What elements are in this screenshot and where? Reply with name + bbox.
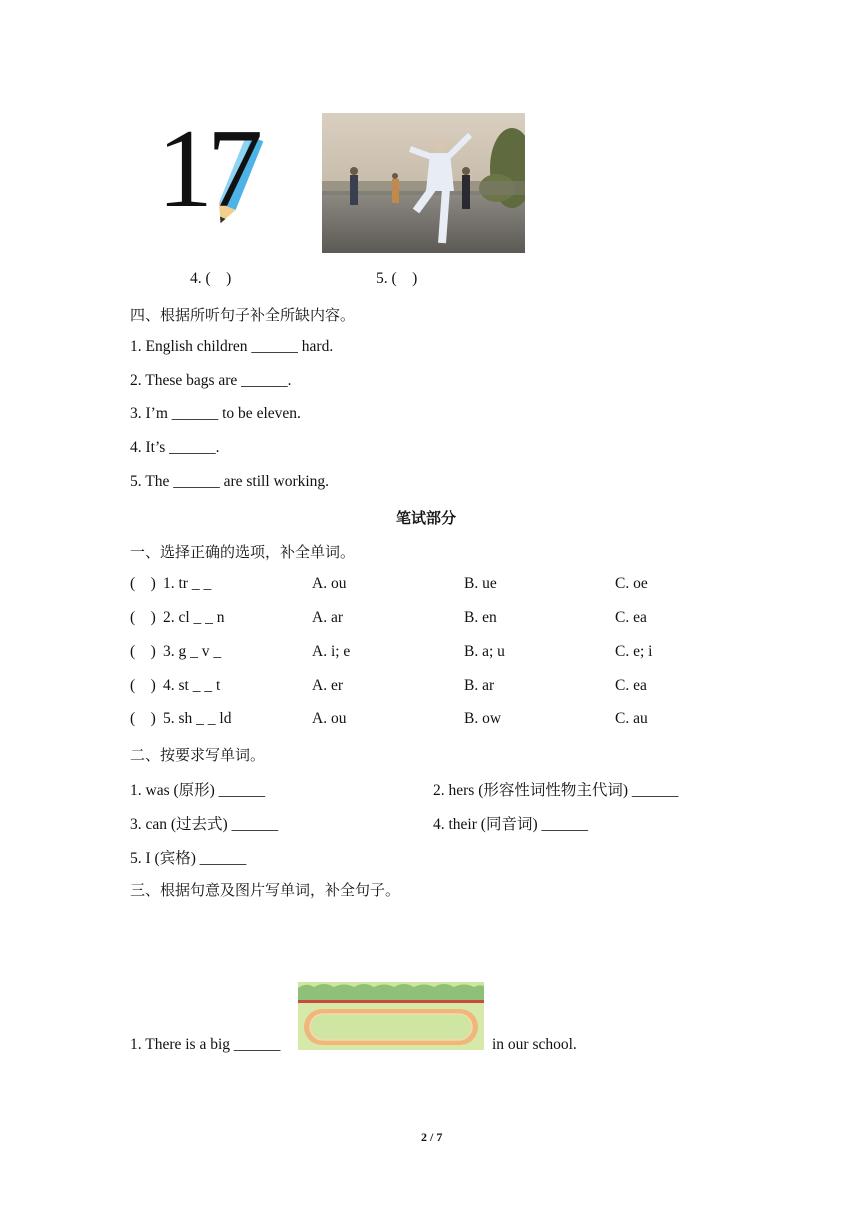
section4-item-1: 1. English children ______ hard. xyxy=(130,338,334,355)
part2-item-2: 2. hers (形容性词性物主代词) ______ xyxy=(433,782,679,799)
part1-heading: 一、选择正确的选项，补全单词。 xyxy=(130,543,356,561)
option-b: B. ue xyxy=(464,575,497,592)
part2-item-3: 3. can (过去式) ______ xyxy=(130,816,279,833)
section4-item-4: 4. It’s ______. xyxy=(130,439,220,456)
section4-heading: 四、根据所听句子补全所缺内容。 xyxy=(130,306,356,324)
tai-chi-photo xyxy=(322,113,525,253)
part3-item-1-after: in our school. xyxy=(492,1036,577,1053)
section4-item-5: 5. The ______ are still working. xyxy=(130,473,330,490)
picture-number-text: 17 xyxy=(157,107,257,231)
question: 5. sh _ _ ld xyxy=(163,710,232,727)
answer-paren: ( ) xyxy=(130,677,156,694)
part1-row-1 xyxy=(0,575,860,597)
question: 2. cl _ _ n xyxy=(163,609,225,626)
option-c: C. oe xyxy=(615,575,648,592)
option-c: C. ea xyxy=(615,677,647,694)
page-number: 2 / 7 xyxy=(421,1130,443,1144)
option-a: A. ar xyxy=(312,609,343,626)
answer-paren: ( ) xyxy=(130,609,156,626)
option-c: C. ea xyxy=(615,609,647,626)
answer-paren: ( ) xyxy=(130,710,156,727)
part2-item-5: 5. I (宾格) ______ xyxy=(130,850,247,867)
part1-row-3 xyxy=(0,643,860,665)
part3-heading: 三、根据句意及图片写单词，补全句子。 xyxy=(130,881,401,899)
listening-item-5: 5. ( ) xyxy=(376,270,418,287)
answer-paren: ( ) xyxy=(130,643,156,660)
part2-heading: 二、按要求写单词。 xyxy=(130,746,266,764)
question: 1. tr _ _ xyxy=(163,575,212,592)
part1-row-2 xyxy=(0,609,860,631)
option-b: B. en xyxy=(464,609,497,626)
part2-item-1: 1. was (原形) ______ xyxy=(130,782,266,799)
option-b: B. a; u xyxy=(464,643,505,660)
part1-row-5 xyxy=(0,710,860,732)
listening-item-4: 4. ( ) xyxy=(190,270,232,287)
number-17-picture xyxy=(155,107,300,236)
part3-item-1-before: 1. There is a big ______ xyxy=(130,1036,281,1053)
option-c: C. au xyxy=(615,710,648,727)
option-c: C. e; i xyxy=(615,643,653,660)
playground-picture xyxy=(298,982,484,1050)
question: 3. g _ v _ xyxy=(163,643,222,660)
option-a: A. i; e xyxy=(312,643,351,660)
option-a: A. er xyxy=(312,677,343,694)
part1-row-4 xyxy=(0,677,860,699)
section4-item-2: 2. These bags are ______. xyxy=(130,372,292,389)
option-b: B. ar xyxy=(464,677,495,694)
part2-item-4: 4. their (同音词) ______ xyxy=(433,816,588,833)
option-b: B. ow xyxy=(464,710,502,727)
answer-paren: ( ) xyxy=(130,575,156,592)
option-a: A. ou xyxy=(312,710,347,727)
section4-item-3: 3. I’m ______ to be eleven. xyxy=(130,405,301,422)
question: 4. st _ _ t xyxy=(163,677,221,694)
written-part-title: 笔试部分 xyxy=(396,509,457,527)
option-a: A. ou xyxy=(312,575,347,592)
